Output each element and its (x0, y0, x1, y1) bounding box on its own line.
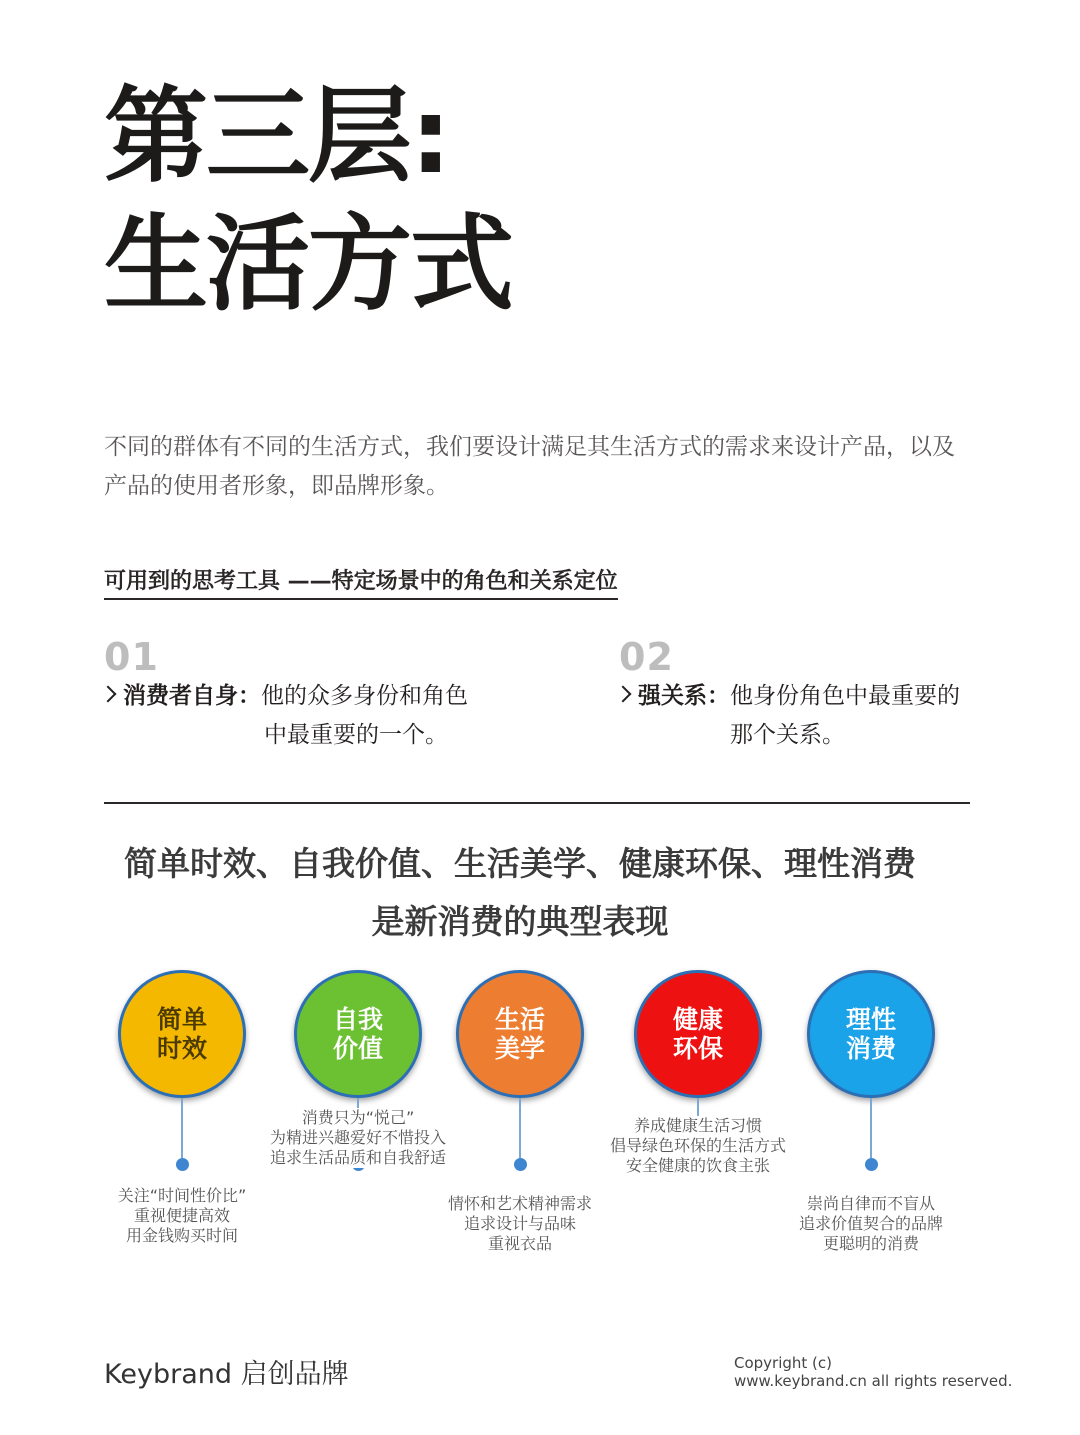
caption-line-2: 重视便捷高效 (133, 1206, 230, 1225)
category-caption-2 (238, 1108, 478, 1168)
category-label-line-1: 简单 (156, 1005, 207, 1034)
caption-line-2: 追求设计与品味 (463, 1214, 576, 1233)
caption-line-2: 追求价值契合的品牌 (798, 1214, 943, 1233)
chevron-right-icon (615, 686, 632, 703)
section-divider (104, 802, 970, 804)
intro-line-1: 不同的群体有不同的生活方式，我们要设计满足其生活方式的需求来设计产品，以及 (104, 434, 955, 460)
tool-heading: 可用到的思考工具 ——特定场景中的角色和关系定位 (104, 564, 618, 600)
item-number-01: 01 (104, 635, 159, 679)
caption-line-1: 消费只为“悦己” (301, 1108, 415, 1127)
category-circle-5 (807, 970, 935, 1098)
caption-line-3: 用金钱购买时间 (125, 1226, 238, 1245)
connector-dot (865, 1158, 878, 1171)
category-caption-4 (578, 1116, 818, 1176)
item-number-02: 02 (619, 635, 674, 679)
caption-line-3: 追求生活品质和自我舒适 (269, 1148, 446, 1167)
connector-line (519, 1098, 521, 1158)
category-label-line-2: 价值 (332, 1034, 383, 1063)
intro-line-2: 产品的使用者形象，即品牌形象。 (104, 473, 449, 499)
connector-dot (176, 1158, 189, 1171)
category-label-line-1: 生活 (494, 1005, 545, 1034)
infographic-headline-line-2: 是新消费的典型表现 (371, 902, 669, 941)
copyright-line-2: www.keybrand.cn all rights reserved. (734, 1372, 1013, 1390)
caption-line-2: 倡导绿色环保的生活方式 (609, 1136, 786, 1155)
connector-line (181, 1098, 183, 1158)
caption-line-3: 更聪明的消费 (822, 1234, 919, 1253)
caption-line-1: 情怀和艺术精神需求 (447, 1194, 592, 1213)
category-label-line-1: 健康 (672, 1005, 723, 1034)
item-01-label: 消费者自身： (123, 683, 261, 709)
brand-wordmark: Keybrand 启创品牌 (104, 1359, 349, 1390)
category-caption-5 (751, 1194, 991, 1254)
copyright-notice (734, 1354, 1012, 1390)
category-label-line-2: 消费 (845, 1034, 896, 1063)
item-02-label: 强关系： (638, 683, 730, 709)
infographic-headline-line-1: 简单时效、自我价值、生活美学、健康环保、理性消费 (124, 844, 916, 883)
category-caption-3 (400, 1194, 640, 1254)
item-02-text-line-1: 他身份角色中最重要的 (730, 683, 960, 709)
connector-line (870, 1098, 872, 1158)
caption-line-3: 重视衣品 (487, 1234, 552, 1253)
item-01-row-1 (102, 677, 468, 715)
category-circle-2 (294, 970, 422, 1098)
item-01-text-line-1: 他的众多身份和角色 (261, 683, 468, 709)
chevron-right-icon (100, 686, 117, 703)
intro-paragraph (104, 428, 984, 506)
caption-line-1: 崇尚自律而不盲从 (806, 1194, 935, 1213)
page-title-line-1: 第三层: (104, 75, 450, 197)
category-label-line-1: 自我 (332, 1005, 383, 1034)
category-circle-4 (634, 970, 762, 1098)
category-circle-1 (118, 970, 246, 1098)
category-label-line-2: 美学 (494, 1034, 545, 1063)
item-01-text-line-2: 中最重要的一个。 (264, 722, 448, 748)
category-caption-1 (62, 1186, 302, 1246)
caption-line-2: 为精进兴趣爱好不惜投入 (269, 1128, 446, 1147)
caption-line-3: 安全健康的饮食主张 (625, 1156, 770, 1175)
item-02-text-line-2: 那个关系。 (730, 722, 845, 748)
caption-line-1: 养成健康生活习惯 (633, 1116, 762, 1135)
copyright-line-1: Copyright (c) (734, 1354, 833, 1372)
item-02-row-1 (617, 677, 960, 715)
category-label-line-1: 理性 (845, 1005, 896, 1034)
page-title-line-2: 生活方式 (104, 203, 513, 325)
category-circle-3 (456, 970, 584, 1098)
category-label-line-2: 环保 (672, 1034, 723, 1063)
category-label-line-2: 时效 (156, 1034, 207, 1063)
connector-dot (514, 1158, 527, 1171)
caption-line-1: 关注“时间性价比” (117, 1186, 247, 1205)
